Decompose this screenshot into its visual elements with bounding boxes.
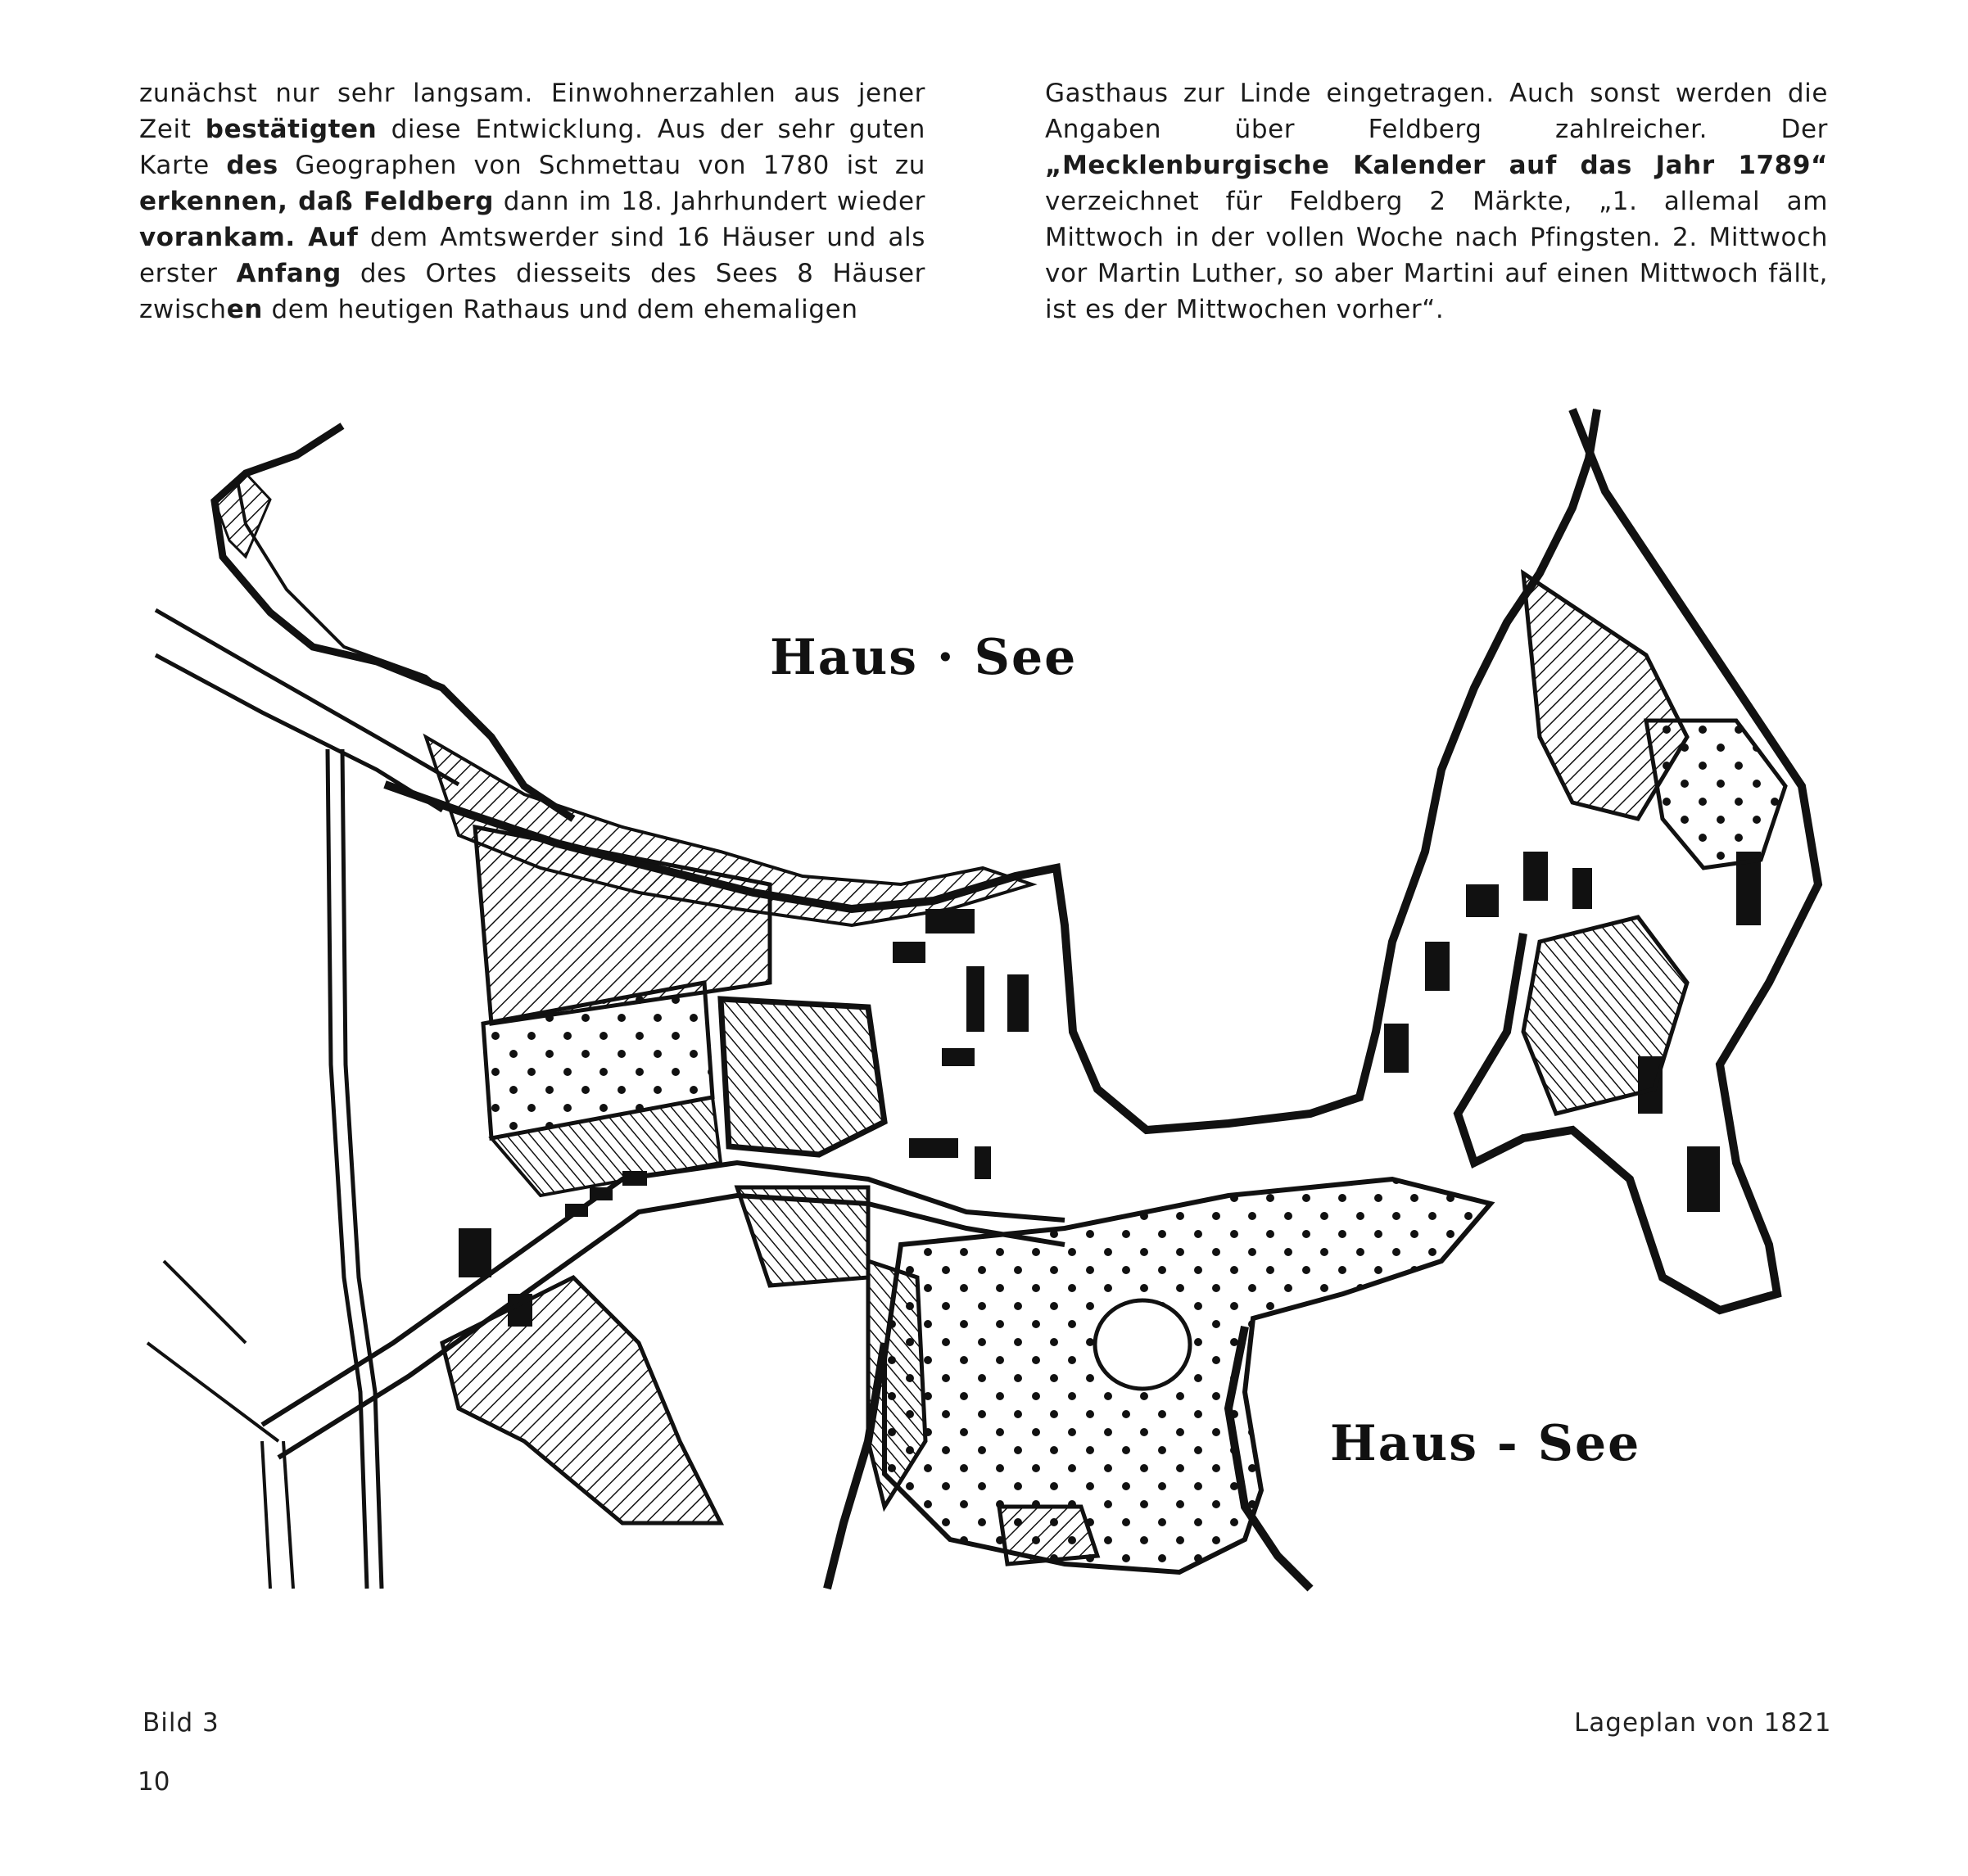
text-run: dann im 18. Jahrhundert wieder [494, 187, 925, 216]
field-south-dotted [884, 1179, 1491, 1572]
text-run: des Ortes diesseits des Sees 8 Häuser zwisch [139, 259, 925, 324]
road-vertical-left [328, 749, 367, 1589]
text-run: zunächst nur sehr langsam. Einwohnerzahlen aus jener Zeit [139, 79, 925, 144]
field-south-hatched-bottom [999, 1507, 1097, 1564]
text-run: Gasthaus zur Linde eingetragen. Auch sonst werden die Angaben über Feldberg zahlreicher. Der [1045, 79, 1828, 144]
block-central [721, 999, 884, 1155]
figure-title: Lageplan von 1821 [1574, 1708, 1832, 1738]
lake-label-bottom: Haus - See [1330, 1415, 1641, 1472]
road-to-corner [147, 1261, 293, 1589]
text-run: erkennen, daß Feldberg [139, 187, 495, 216]
figure-number: Bild 3 [143, 1708, 219, 1738]
text-run: „Mecklenburgische Kalender auf das Jahr 1789“ [1045, 151, 1828, 180]
text-run: dem heutigen Rathaus und dem ehemaligen [262, 295, 858, 324]
text-run: Geographen von Schmettau von 1780 ist zu [278, 151, 925, 180]
text-run: bestätigten [205, 115, 378, 144]
east-field-dotted [1646, 721, 1785, 868]
field-central-south-hatched [737, 1187, 868, 1286]
shoreline-northwest [215, 426, 573, 819]
text-run: des [226, 151, 278, 180]
east-peninsula-outline [1458, 409, 1818, 1310]
pond [1095, 1300, 1190, 1389]
shoreline-northwest-inner [238, 481, 459, 704]
text-run: Anfang [236, 259, 342, 288]
page-number: 10 [138, 1767, 170, 1797]
lake-label-top: Haus · See [770, 629, 1078, 686]
field-southwest-hatched [442, 1277, 721, 1523]
road-west-upper [156, 610, 459, 784]
text-run: en [226, 295, 263, 324]
text-run: diese Entwicklung. Aus der sehr guten Karte [139, 115, 925, 180]
text-run: vorankam. Auf [139, 223, 359, 252]
text-run: dem Amtswerder sind 16 Häuser und als erster [139, 223, 925, 288]
text-run: verzeichnet für Feldberg 2 Märkte, „1. allemal am Mittwoch in der vollen Woche nach Pfingsten. 2. Mittwoch vor Martin Luther, so aber Martini auf einen Mittwoch fällt, ist es der Mittwochen vorher“. [1045, 187, 1828, 324]
